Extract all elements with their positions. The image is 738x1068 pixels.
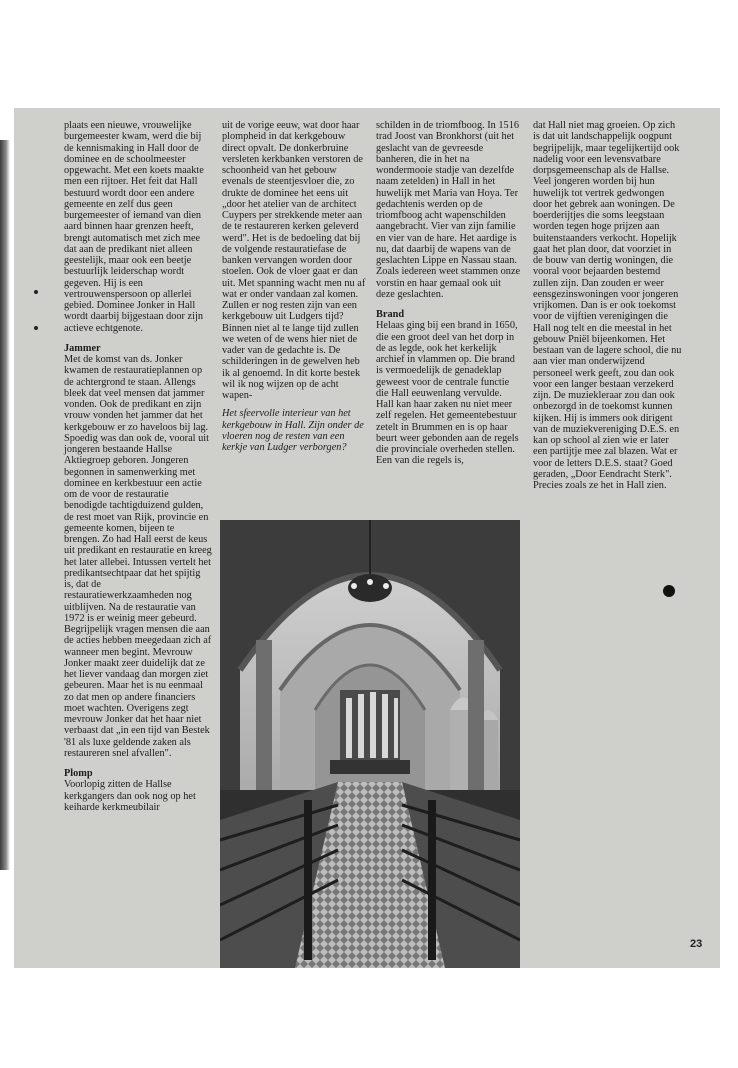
column-1-paragraph-3: Voorlopig zitten de Hallse kerkgangers dan ook nog op het keiharde kerkmeubilair (64, 779, 196, 813)
column-4-paragraph-1: dat Hall niet mag groeien. Op zich is dat uit landschappelijk oogpunt begrijpelijk, maar tegelijkertijd ook nadelig voor een levensvatbare dorpsgemeenschap als de Hallse. Veel jongeren worden bij hun huwelijk tot vertrek gedwongen door het gebrek aan woningen. De boerderijtjes die soms leegstaan worden tegen hoge prijzen aan buitenstaanders verkocht. Hopelijk gaat het plan door, dat voorziet in de bouw van dertig woningen, die vooral voor bejaarden bestemd zullen zijn. Dan zouden er weer eensgezinswoningen voor jongeren vrijkomen. Dan is er ook toekomst voor de vijftien verenigingen die Hall nog telt en die meestal in het gebouw Pniël bijeenkomen. Het bestaan van de lagere school, die nu aan vier man onderwijzend personeel werk geeft, zou dan ook voor een langer bestaan verzekerd zijn. De muziekleraar zou dan ook onbezorgd in de toekomst kunnen kijken. Hij is immers ook dirigent van de muziekvereniging D.E.S. en kan op school al zien wie er later een partijtje mee zal blazen. Wat er voor de letters D.E.S. staat? Goed geraden, „Door Eendracht Sterk". Precies zoals ze het in Hall zien. (533, 120, 682, 491)
margin-mark (34, 326, 38, 330)
article-column-4 (533, 120, 683, 491)
article-end-mark (663, 585, 675, 597)
column-3-paragraph-2: Helaas ging bij een brand in 1650, die een groot deel van het dorp in de as legde, ook het kerkelijk archief in vlammen op. Die brand is vermoedelijk de genadeklap geweest voor de centrale functie die Hall eeuwenlang vervulde. Hall kan haar zaken nu niet meer zelf regelen. Het gemeentebestuur zetelt in Brummen en is op haar beurt weer gebonden aan de regels die provinciale overheden stellen. Een van die regels is, (376, 320, 519, 467)
article-column-2 (222, 120, 369, 453)
column-2-paragraph-1: uit de vorige eeuw, wat door haar plompheid in dat kerkgebouw direct opvalt. De donkerbruine versleten kerkbanken verstoren de schoonheid van het gebouw evenals de steentjesvloer die, zo drukte de dominee het eens uit „door het atelier van de architect Cuypers per strekkende meter aan de te restaureren kerken geleverd werd". Het is de bedoeling dat bij de volgende restauratiefase de banken vervangen worden door stoelen. Ook de vloer gaat er dan uit. Met spanning wacht men nu af wat er onder vandaan zal komen. Zullen er nog resten zijn van een kerkgebouw uit Ludgers tijd? Binnen niet al te lange tijd zullen we weten of de wens hier niet de vader van de gedachte is. De schilderingen in de gewelven heb ik al genoemd. In dit korte bestek wil ik nog wijzen op de acht wapen- (222, 120, 366, 401)
column-1-paragraph-2: Met de komst van ds. Jonker kwamen de restauratieplannen op de achtergrond te staan. Allengs bleek dat veel mensen dat jammer vonden. Ook de predikant en zijn vrouw vonden het jammer dat het kerkgebouw er zo haveloos bij lag. Spoedig was dan ook de, vooral uit jongeren bestaande Hallse Aktiegroep geboren. Jongeren begonnen in samenwerking met dominee en kerkbestuur een actie om de voor de restauratie benodigde tachtigduizend gulden, de rest moet van Rijk, provincie en gemeente komen, bijeen te brengen. Zo had Hall eerst de keus uit predikant en restauratie en kreeg het later allebei. Intussen vertelt het predikantsechtpaar dat het spijtig is, dat de restauratiewerkzaamheden nog uitblijven. Na de restauratie van 1972 is er weinig meer gebeurd. Begrijpelijk vragen mensen die aan de acties hebben meegedaan zich af wanneer men begint. Mevrouw Jonker maakt zeer duidelijk dat ze het liever vandaag dan morgen ziet gebeuren. Maar het is nu eenmaal zo dat men op andere financiers moet wachten. Overigens zegt mevrouw Jonker dat het haar niet verbaast dat „in een tijd van Bestek '81 als luxe geldende zaken als restaureren snel afvallen". (64, 354, 212, 759)
margin-mark (34, 290, 38, 294)
subheading-plomp: Plomp (64, 768, 93, 779)
page-fold-shadow (0, 140, 10, 870)
column-3-paragraph-1: schilden in de triomfboog. In 1516 trad Joost van Bronkhorst (uit het geslacht van de gevreesde banheren, die in het na wondermooie stadje van dezelfde naam zetelden) in Hall in het huwelijk met Maria van Hoya. Ter gedachtenis werden op de triomfboog acht wapenschilden aangebracht. Vier van zijn familie en vier van de hare. Het aardige is nu, dat daarbij de wapens van de geslachten Lippe en Nassau staan. Zoals iedereen weet stammen onze vorstin en haar gemaal ook uit deze geslachten. (376, 120, 521, 300)
article-column-3 (376, 120, 522, 467)
subheading-brand: Brand (376, 309, 405, 320)
article-column-1 (64, 120, 212, 813)
photo-caption: Het sfeervolle interieur van het kerkgebouw in Hall. Zijn onder de vloeren nog de resten van een kerkje van Ludger verborgen? (222, 408, 364, 453)
column-1-paragraph-1: plaats een nieuwe, vrouwelijke burgemeester kwam, werd die bij de kennismaking in Hall door de dominee en de schoolmeester opgewacht. Met een koets maakte men een rijtoer. Het feit dat Hall bestuurd wordt door een andere gemeente en zelf dus geen burgemeester of iemand van dien aard binnen haar grenzen heeft, brengt automatisch met zich mee dat aan de predikant niet alleen geestelijk, maar ook een beetje bestuurlijk leiderschap wordt gegeven. Hij is een vertrouwenspersoon op allerlei gebied. Dominee Jonker in Hall wordt daarbij bijgestaan door zijn actieve echtgenote. (64, 120, 204, 334)
church-interior-photo (220, 520, 520, 968)
page-number: 23 (690, 938, 703, 950)
subheading-jammer: Jammer (64, 342, 101, 354)
